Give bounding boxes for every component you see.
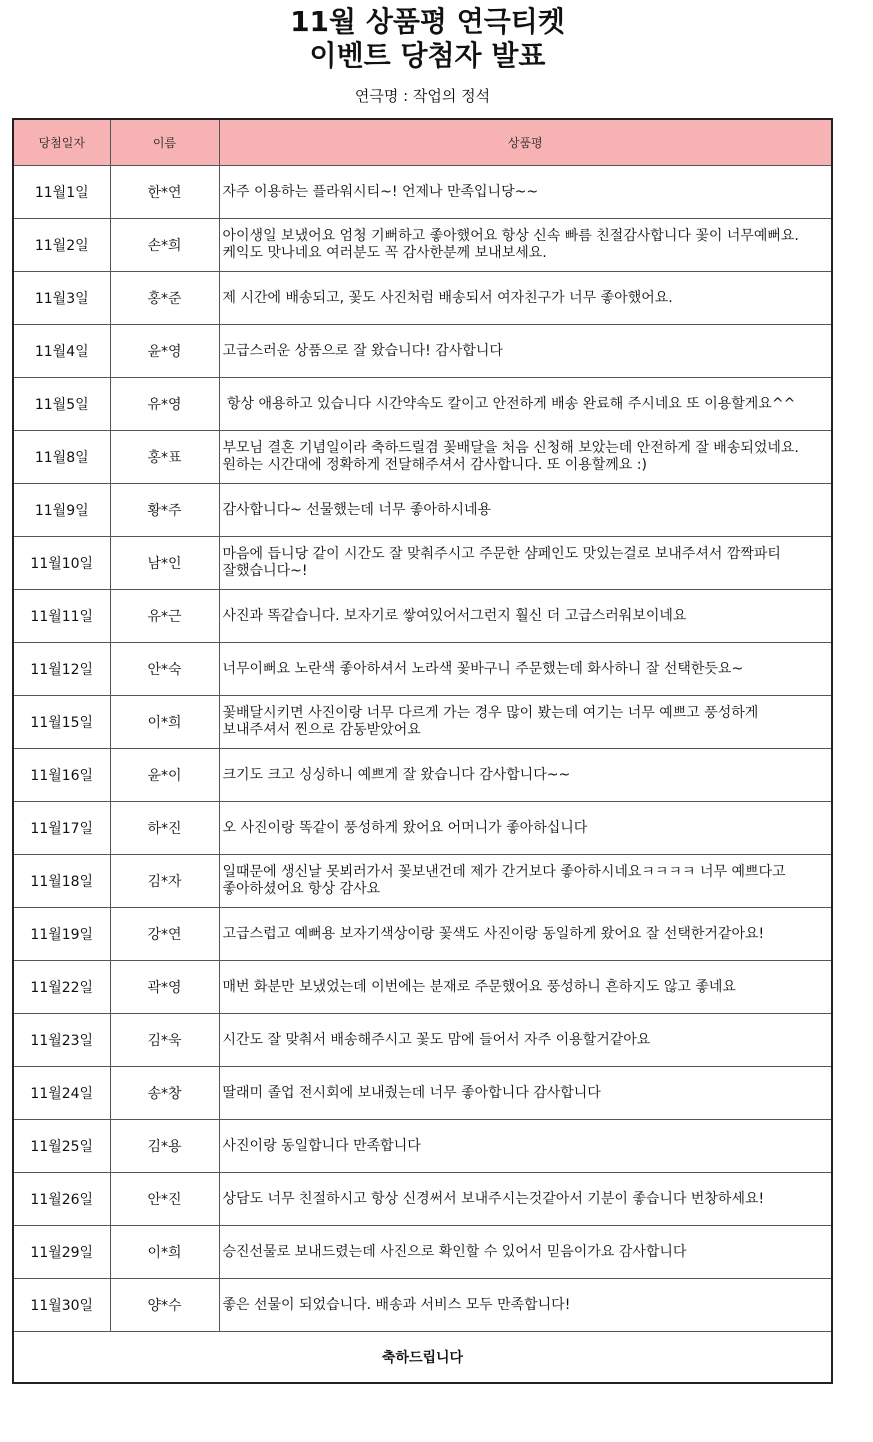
- table-row: [13, 1120, 832, 1173]
- winner-date: 11월3일: [13, 272, 110, 325]
- winner-name: 강*연: [110, 908, 219, 961]
- winner-review: 항상 애용하고 있습니다 시간약속도 칼이고 안전하게 배송 완료해 주시네요 또 이용할게요^^: [219, 378, 832, 431]
- table-row: [13, 749, 832, 802]
- winner-name: 윤*영: [110, 325, 219, 378]
- winner-review: 시간도 잘 맞춰서 배송해주시고 꽃도 맘에 들어서 자주 이용할거같아요: [219, 1014, 832, 1067]
- table-row: [13, 1226, 832, 1279]
- table-row: [13, 378, 832, 431]
- winner-name: 윤*이: [110, 749, 219, 802]
- winner-name: 송*창: [110, 1067, 219, 1120]
- winner-review: 꽃배달시키면 사진이랑 너무 다르게 가는 경우 많이 봤는데 여기는 너무 예쁘고 풍성하게 보내주셔서 찐으로 감동받았어요: [219, 696, 832, 749]
- winner-date: 11월5일: [13, 378, 110, 431]
- winner-review: 승진선물로 보내드렸는데 사진으로 확인할 수 있어서 믿음이가요 감사합니다: [219, 1226, 832, 1279]
- winner-date: 11월30일: [13, 1279, 110, 1332]
- table-row: [13, 696, 832, 749]
- winners-table: [12, 118, 833, 1384]
- winner-date: 11월4일: [13, 325, 110, 378]
- winner-name: 홍*표: [110, 431, 219, 484]
- table-row: [13, 908, 832, 961]
- winner-review: 너무이뻐요 노란색 좋아하셔서 노라색 꽃바구니 주문했는데 화사하니 잘 선택한듯요~: [219, 643, 832, 696]
- winner-date: 11월22일: [13, 961, 110, 1014]
- table-row: [13, 1279, 832, 1332]
- winner-review: 사진이랑 동일합니다 만족합니다: [219, 1120, 832, 1173]
- winner-review: 자주 이용하는 플라워시티~! 언제나 만족입니당~~: [219, 166, 832, 219]
- winner-date: 11월23일: [13, 1014, 110, 1067]
- winner-date: 11월16일: [13, 749, 110, 802]
- table-row: [13, 166, 832, 219]
- winner-review: 감사합니다~ 선물했는데 너무 좋아하시네용: [219, 484, 832, 537]
- winner-review: 좋은 선물이 되었습니다. 배송과 서비스 모두 만족합니다!: [219, 1279, 832, 1332]
- winner-name: 황*주: [110, 484, 219, 537]
- winner-name: 곽*영: [110, 961, 219, 1014]
- table-row: [13, 219, 832, 272]
- winner-review: 고급스럽고 예뻐용 보자기색상이랑 꽃색도 사진이랑 동일하게 왔어요 잘 선택한거같아요!: [219, 908, 832, 961]
- winner-review: 오 사진이랑 똑같이 풍성하게 왔어요 어머니가 좋아하십니다: [219, 802, 832, 855]
- play-name: 연극명 : 작업의 정석: [354, 87, 491, 105]
- winner-review: 상담도 너무 친절하시고 항상 신경써서 보내주시는것같아서 기분이 좋습니다 번창하세요!: [219, 1173, 832, 1226]
- winner-name: 한*연: [110, 166, 219, 219]
- table-row: [13, 1173, 832, 1226]
- winner-review: 아이생일 보냈어요 엄청 기뻐하고 좋아했어요 항상 신속 빠름 친절감사합니다 꽃이 너무예뻐요. 케익도 맛나네요 여러분도 꼭 감사한분께 보내보세요.: [219, 219, 832, 272]
- winner-review: 마음에 듭니당 같이 시간도 잘 맞춰주시고 주문한 샴페인도 맛있는걸로 보내주셔서 깜짝파티 잘했습니다~!: [219, 537, 832, 590]
- column-header-review: 상품평: [219, 119, 832, 166]
- table-row: [13, 1067, 832, 1120]
- table-row: [13, 1014, 832, 1067]
- table-row: [13, 537, 832, 590]
- winner-review: 일때문에 생신날 못뵈러가서 꽃보낸건데 제가 간거보다 좋아하시네요ㅋㅋㅋㅋ 너무 예쁘다고 좋아하셨어요 항상 감사요: [219, 855, 832, 908]
- winner-name: 김*욱: [110, 1014, 219, 1067]
- winner-date: 11월9일: [13, 484, 110, 537]
- winner-name: 하*진: [110, 802, 219, 855]
- winner-date: 11월15일: [13, 696, 110, 749]
- winner-review: 매번 화분만 보냈었는데 이번에는 분재로 주문했어요 풍성하니 흔하지도 않고 좋네요: [219, 961, 832, 1014]
- winner-name: 양*수: [110, 1279, 219, 1332]
- winner-review: 부모님 결혼 기념일이라 축하드릴겸 꽃배달을 처음 신청해 보았는데 안전하게 잘 배송되었네요. 원하는 시간대에 정확하게 전달해주셔서 감사합니다. 또 이용할께요 :): [219, 431, 832, 484]
- winner-review: 크기도 크고 싱싱하니 예쁘게 잘 왔습니다 감사합니다~~: [219, 749, 832, 802]
- winner-date: 11월19일: [13, 908, 110, 961]
- table-row: [13, 590, 832, 643]
- table-row: [13, 855, 832, 908]
- winner-date: 11월1일: [13, 166, 110, 219]
- table-row: [13, 484, 832, 537]
- winner-name: 남*인: [110, 537, 219, 590]
- winner-date: 11월2일: [13, 219, 110, 272]
- winner-date: 11월25일: [13, 1120, 110, 1173]
- winner-name: 이*희: [110, 1226, 219, 1279]
- column-header-name: 이름: [110, 119, 219, 166]
- winner-date: 11월24일: [13, 1067, 110, 1120]
- table-row: [13, 431, 832, 484]
- winner-date: 11월8일: [13, 431, 110, 484]
- winner-name: 손*희: [110, 219, 219, 272]
- winner-name: 유*근: [110, 590, 219, 643]
- winner-review: 딸래미 졸업 전시회에 보내줬는데 너무 좋아합니다 감사합니다: [219, 1067, 832, 1120]
- winner-date: 11월10일: [13, 537, 110, 590]
- winner-name: 김*용: [110, 1120, 219, 1173]
- table-row: [13, 802, 832, 855]
- winner-date: 11월18일: [13, 855, 110, 908]
- winner-review: 사진과 똑같습니다. 보자기로 쌓여있어서그런지 훨신 더 고급스러워보이네요: [219, 590, 832, 643]
- winner-date: 11월29일: [13, 1226, 110, 1279]
- table-row: [13, 325, 832, 378]
- winner-name: 이*희: [110, 696, 219, 749]
- winner-name: 홍*준: [110, 272, 219, 325]
- winner-date: 11월26일: [13, 1173, 110, 1226]
- winner-date: 11월11일: [13, 590, 110, 643]
- table-header-row: [13, 119, 832, 166]
- column-header-date: 당첨일자: [13, 119, 110, 166]
- winner-review: 고급스러운 상품으로 잘 왔습니다! 감사합니다: [219, 325, 832, 378]
- page-title-line1: 11월 상품평 연극티켓: [290, 5, 565, 38]
- winner-date: 11월17일: [13, 802, 110, 855]
- table-row: [13, 961, 832, 1014]
- table-footer-row: [13, 1332, 832, 1384]
- winner-name: 김*자: [110, 855, 219, 908]
- winner-date: 11월12일: [13, 643, 110, 696]
- table-body: [13, 166, 832, 1332]
- winner-name: 유*영: [110, 378, 219, 431]
- winner-review: 제 시간에 배송되고, 꽃도 사진처럼 배송되서 여자친구가 너무 좋아했어요.: [219, 272, 832, 325]
- winner-name: 안*진: [110, 1173, 219, 1226]
- page-title-line2: 이벤트 당첨자 발표: [309, 39, 546, 72]
- table-row: [13, 272, 832, 325]
- table-row: [13, 643, 832, 696]
- congratulations-text: 축하드립니다: [13, 1332, 832, 1384]
- winner-name: 안*숙: [110, 643, 219, 696]
